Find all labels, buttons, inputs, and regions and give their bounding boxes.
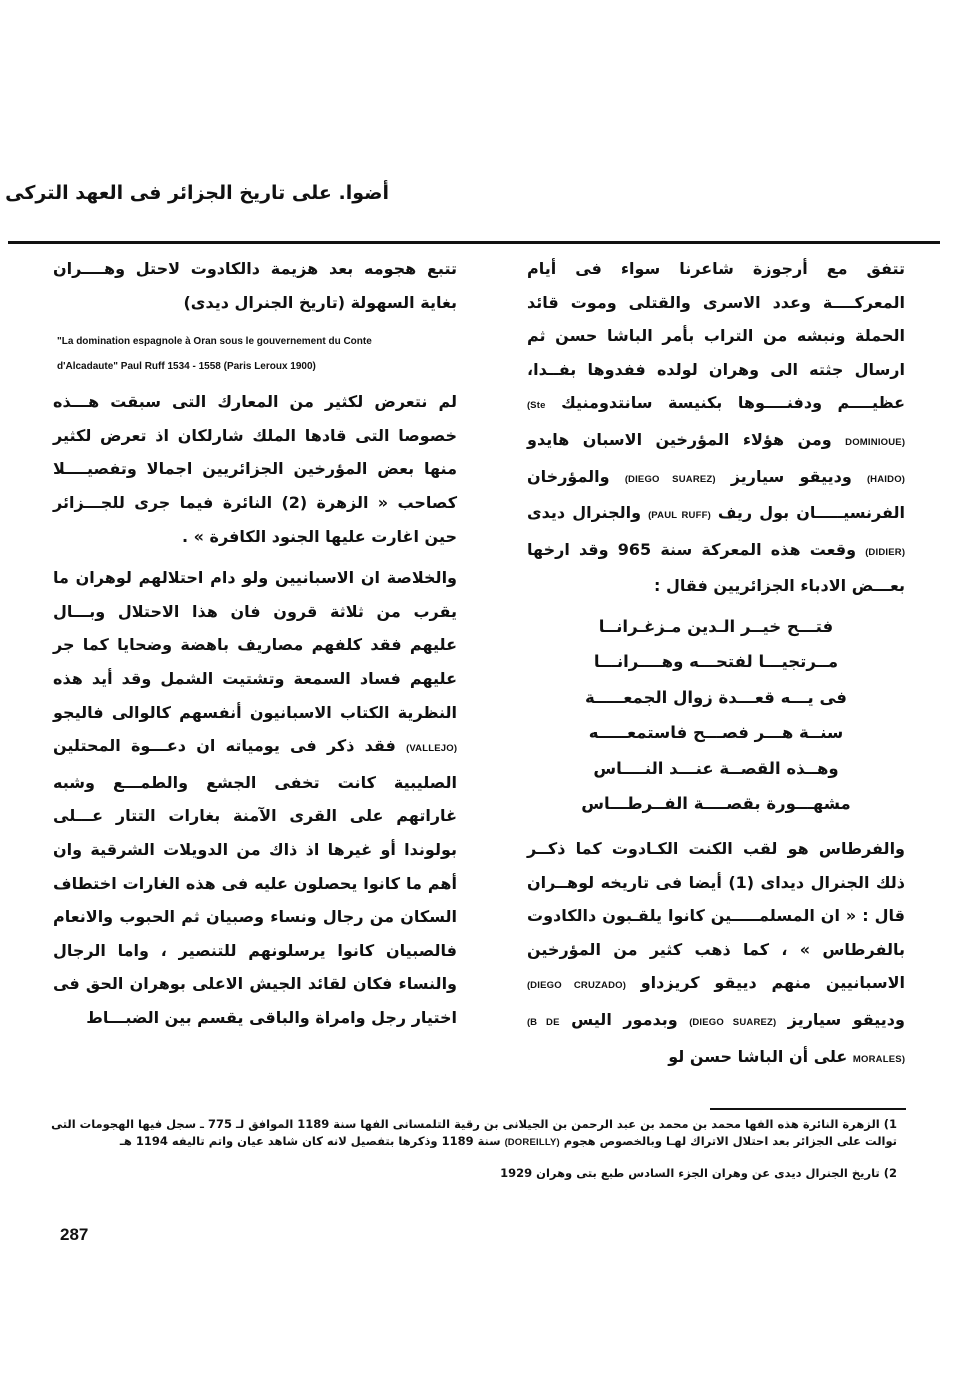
poem-line: مشهـــورة بقصــــة الفــرطـــاس xyxy=(581,794,851,814)
poem-line: وهــذه القصــة عنـــد النــــاس xyxy=(593,758,839,778)
latin-reference: (DIEGO SUAREZ) xyxy=(689,1016,777,1028)
bibliography-reference xyxy=(53,329,457,379)
latin-reference: (DIEGO CRUZADO) xyxy=(527,980,626,992)
biblio-line: d'Alcadaute" Paul Ruff 1534 - 1558 (Paris Leroux 1900) xyxy=(57,361,316,373)
paragraph-text: لم نتعرض لكثير من المعارك التى سبقت هـــذه خصوصا التى قادها الملك شارلكان اذ تعرض لكثير منها بعض المؤرخين الجزائريين اجمالا وتفصيــــلا كصاحب « الزهرة (2) النائرة فيما جرى للجـــزائر حين اغارت عليها الجنود الكافرة » . xyxy=(53,392,458,546)
left-column xyxy=(53,252,457,1034)
footnote-2: 2) تاريخ الجنرال ديدى عن وهران الجزء السادس طبع بتى وهران 1929 xyxy=(500,1166,897,1180)
right-column xyxy=(527,252,905,1076)
poem xyxy=(527,609,905,822)
paragraph-text: والفرطاس هو لقب الكنت الكـادوت كما ذكــر ذلك الجنرال ديداى (1) أيضا فى تاريخه لوهــران قال : « ان المسلمـــــين كانوا يلقـبون دالكادوت بالفرطاس » ، كما ذهب كثير من المؤرخين الاسبانيين منهم دييقو كريزداو xyxy=(527,838,906,993)
paragraph-text: تتفق مع أرجوزة شاعرنا سواء فى أيام المعركــــة وعدد الاسرى والقتلى وموت قائد الحملة ونبشه من التراب بأمر الباشا حسن ثم ارسال جثته الى وهران لولده ففدوها بفــدا، عظيــــم ودفنــــوها بكنيسة سانتدومنيك xyxy=(527,259,905,413)
paragraph-text: ومن هؤلاء المؤرخين الاسبان هايدو xyxy=(527,429,832,449)
latin-reference: (B DE MORALES) xyxy=(527,1016,905,1065)
footnotes-divider xyxy=(710,1108,906,1110)
footnote-1 xyxy=(49,1116,897,1151)
latin-reference: (Ste DOMINIOUE) xyxy=(527,400,906,448)
paragraph-text: على أن الباشا حسن لو xyxy=(668,1046,848,1066)
poem-line: فى يـــه قعـــدة زوال الجمعـــــة xyxy=(585,687,847,707)
page-header-title: أضوا. على تاريخ الجزائر فى العهد التركى xyxy=(5,182,389,204)
latin-reference: (DOREILLY) xyxy=(504,1137,560,1148)
paragraph xyxy=(527,832,905,1076)
poem-line: فتـــح خيــر الـدين مـزغـرانــا xyxy=(598,616,834,636)
latin-reference: (PAUL RUFF) xyxy=(648,510,711,522)
poem-line: مــرتجيـــا لفتحـــه وهــــرانـــا xyxy=(593,652,839,672)
latin-reference: (DIDIER) xyxy=(865,546,905,558)
latin-reference: (VALLEJO) xyxy=(406,743,458,755)
footnotes xyxy=(49,1116,897,1182)
paragraph-text: والمؤرخان الفرنسيـــــان بول ريف xyxy=(527,466,906,523)
paragraph-text: فقد ذكر فى يومياته ان دعـــوة المحتلين الصليبية كانت تخفى الجشع والطمـــع وشبه غاراتهم على القرى الآمنة بغارات التتار عـــلى بولوندا أو غيرها اذ ذاك من الدويلات الشرقية وان أهم ما كانوا يحصلون عليه فى هذه الغارات اختطاف السكان من رجال ونساء وصبيان ثم الحبوب والانعام فالصبيان كانوا يرسلونهم للتنصير ، واما الرجال والنساء فكان لقائد الجيش الاعلى بوهران الحق فى اختيار رجل وامراة والباقى يقسم بين الضبـــاط xyxy=(53,736,457,1027)
paragraph xyxy=(527,252,905,603)
footnote-text: 1) الزهرة النائرة هذه الفها محمد بن محمد بن عبد الرحمن بن الجيلانى بن رقية التلمسانى الفها سنة 1189 الموافق لـ 775 ـ سجل فيها الهجومات التى توالت على الجزائر بعد احتلال الاتراك لهـا وبالخصوص هجوم xyxy=(51,1117,897,1148)
paragraph xyxy=(53,561,457,1034)
header-divider xyxy=(8,241,940,244)
paragraph-text: والخلاصة ان الاسبانيين ولو دام احتلالهم لوهران ما يقرب من ثلاثة قرون فان هذا الاحتلال وبـــال عليهم فقد كلفهم مصاريف باهضة وضحايا كما جر عليهم فساد السمعة وتشتيت الشمل وقد أيد هذه النظرية الكتاب الاسبانيون أنفسهم كالوالى فاليجو xyxy=(53,568,457,722)
latin-reference: (HAIDO) xyxy=(867,473,905,485)
paragraph-text: ودييقو سياريز xyxy=(787,1009,905,1029)
paragraph-text: والجنرال ديدى xyxy=(527,503,642,523)
paragraph xyxy=(53,252,457,319)
latin-reference: (DIEGO SUAREZ) xyxy=(624,473,716,485)
poem-line: سنــة هـــر فصـــح فاستمعـــــه xyxy=(588,723,844,743)
footnote-text: سنة 1189 وذكرها بتفصيل لانه كان شاهد عيان واتم تاليفه 1194 هـ xyxy=(119,1134,501,1148)
paragraph xyxy=(53,385,457,553)
paragraph-text: وبدمور اليس xyxy=(571,1009,678,1029)
biblio-line: "La domination espagnole à Oran sous le gouvernement du Conte xyxy=(57,336,372,348)
paragraph-text: ودييقو سياريز xyxy=(730,466,852,486)
paragraph-text: وقعت هذه المعركة سنة 965 وقد ارخها بعـــض الادباء الجزائريين فقال : xyxy=(527,539,905,596)
page-number: 287 xyxy=(60,1225,89,1244)
paragraph-text: تتبع هجومه بعد هزيمة دالكادوت لاحتل وهــــران بغاية السهولة (تاريخ الجنرال ديدى) xyxy=(53,259,457,312)
